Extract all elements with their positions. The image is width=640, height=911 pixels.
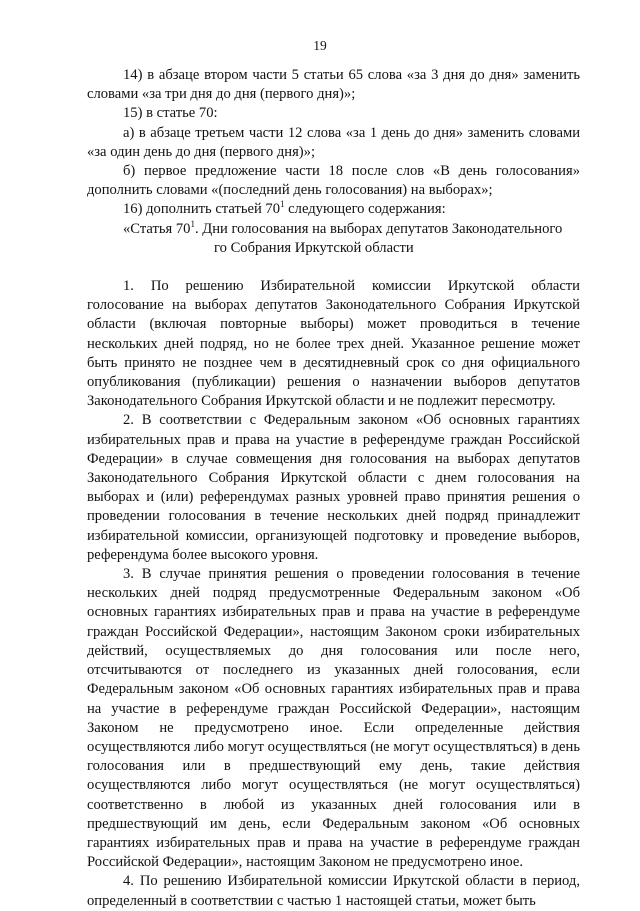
section-gap	[87, 258, 580, 277]
page-number: 19	[313, 38, 327, 53]
amendment-item-15a: а) в абзаце третьем части 12 слова «за 1 день до дня» заменить словами «за один день до дня (первого дня)»;	[87, 124, 580, 160]
article-title-line1: . Дни голосования на выборах депутатов Законодательного	[194, 220, 563, 237]
article-paragraph-3: 3. В случае принятия решения о проведении голосования в течение нескольких дней подряд предусмотренные Федеральным законом «Об основных гарантиях избирательных прав и права на участие в референдуме граждан Российской Федерации», настоящим Законом сроки избирательных действий, осуществляемых до дня голосования или после него, отсчитываются от последнего из указанных дней голосования, если Федеральным законом «Об основных гарантиях избирательных прав и права на участие в референдуме граждан Российской Федерации», настоящим Законом не предусмотрено иное. Если определенные действия осуществляются либо могут осуществляться (не могут осуществляться) в день голосования или в предшествующий ему день, такие действия осуществляются либо могут осуществляться (не могут осуществляться) соответственно в любой из указанных дней голосования или в предшествующий им день, если Федеральным законом «Об основных гарантиях избирательных прав и права на участие в референдуме граждан Российской Федерации», настоящим Законом не предусмотрено иное.	[87, 566, 580, 871]
amendment-item-16-suffix: следующего содержания:	[284, 201, 446, 218]
amendment-item-16-text: 16) дополнить статьей 70	[123, 201, 281, 218]
article-paragraph-2: 2. В соответствии с Федеральным законом «Об основных гарантиях избирательных прав и права на участие в референдуме граждан Российской Федерации» в случае совмещения дня голосования на выборах депутатов Законодательного Собрания Иркутской области с днем голосования на выборах и (или) референдумах разных уровней право принятия решения о проведении голосования в течение нескольких дней подряд принадлежит избирательной комиссии, организующей подготовку и проведение выборов, референдума более высокого уровня.	[87, 412, 580, 563]
article-title-superscript: 1	[190, 218, 195, 229]
article-title	[87, 220, 580, 258]
amendment-item-14: 14) в абзаце втором части 5 статьи 65 слова «за 3 дня до дня» заменить словами «за три дня до дня (первого дня)»;	[87, 67, 580, 103]
article-paragraph-4: 4. По решению Избирательной комиссии Иркутской области в период, определенный в соответствии с частью 1 настоящей статьи, может быть	[87, 873, 580, 909]
article-number-superscript: 1	[280, 199, 285, 210]
article-paragraph-1: 1. По решению Избирательной комиссии Иркутской области голосование на выборах депутатов Законодательного Собрания Иркутской области (включая повторные выборы) может проводиться в течение нескольких дней подряд, но не более трех дней. Указанное решение может быть принято не позднее чем в десятидневный срок со дня официального опубликования (публикации) решения о назначении выборов депутатов Законодательного Собрания Иркутской области и не подлежит пересмотру.	[87, 278, 580, 410]
article-title-prefix: «Статья 70	[123, 220, 191, 237]
amendment-item-15: 15) в статье 70:	[123, 105, 218, 122]
amendment-item-15b: б) первое предложение части 18 после слов «В день голосования» дополнить словами «(последний день голосования) на выборах»;	[87, 163, 580, 199]
amendment-item-16	[87, 200, 580, 219]
article-title-line2: го Собрания Иркутской области	[214, 239, 414, 256]
document-body	[87, 66, 580, 911]
